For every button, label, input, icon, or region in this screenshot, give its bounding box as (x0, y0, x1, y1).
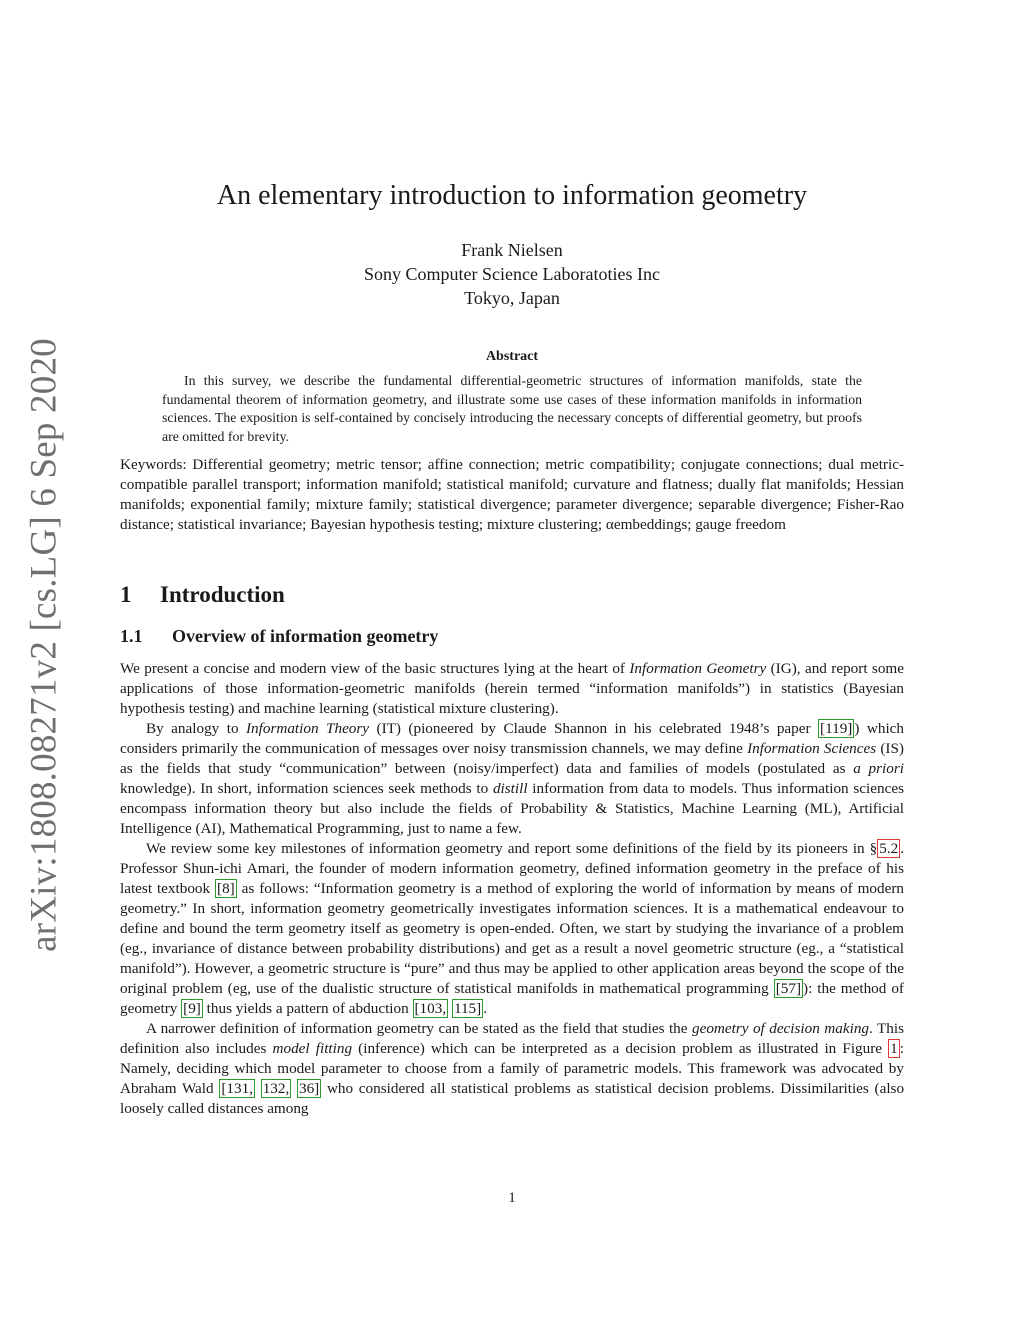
section-link[interactable]: 5.2 (879, 840, 899, 857)
author-affiliation: Sony Computer Science Laboratoties Inc (364, 264, 660, 284)
body-text (120, 659, 904, 1119)
abstract-text: In this survey, we describe the fundamental differential-geometric structures of information manifolds, state the fundamental theorem of information geometry, and illustrate some use cases of these information manifolds in information sciences. The exposition is self-contained by concisely introducing the necessary concepts of differential geometry, but proofs are omitted for brevity. (162, 373, 862, 444)
text-run: A narrower definition of information geometry can be stated as the field that studies the (146, 1020, 692, 1037)
text-run: We review some key milestones of information geometry and report some definitions of the field by its pioneers in § (146, 840, 878, 857)
arxiv-identifier: arXiv:1808.08271v2 [cs.LG] 6 Sep 2020 (23, 338, 65, 952)
section-number: 1 (120, 582, 132, 607)
emphasis: distill (492, 780, 528, 797)
text-run: who considered all statistical problems as statistical decision problems. Dissimilarities (also loosely called distances among (120, 1080, 905, 1117)
abstract-heading: Abstract (485, 349, 539, 364)
section-heading (120, 582, 285, 608)
author-block (0, 238, 1024, 310)
emphasis: model fitting (272, 1040, 353, 1057)
emphasis: Information Theory (246, 720, 370, 737)
text-run: knowledge). In short, information sciences seek methods to (120, 780, 493, 797)
author-location: Tokyo, Japan (464, 288, 560, 308)
text-run: ) which considers primarily the communication of messages over noisy transmission channels, we may define (120, 720, 904, 757)
citation-link[interactable]: [131, (221, 1080, 253, 1097)
keywords: Keywords: Differential geometry; metric tensor; affine connection; metric compatibility; conjugate connections; dual metric-compatible parallel transport; information manifold; statistical manifold; curvature and flatness; dually flat manifolds; Hessian manifolds; exponential family; mixture family; statistical divergence; parameter divergence; separable divergence; Fisher-Rao distance; statistical invariance; Bayesian hypothesis testing; mixture clustering; αembeddings; gauge freedom (120, 456, 904, 533)
text-run: . (483, 1000, 488, 1017)
citation-link[interactable]: 132, (262, 1080, 290, 1097)
text-run: (inference) which can be interpreted as a decision problem as illustrated in Figure (352, 1040, 889, 1057)
emphasis: Information Geometry (629, 660, 767, 677)
citation-link[interactable]: [119] (820, 720, 853, 737)
text-run: . This definition also includes (120, 1020, 904, 1057)
text-run: as follows: “Information geometry is a method of exploring the world of information by means of modern geometry.” In short, information geometry geometrically investigates information sciences. It is a mathematical endeavour to define and bound the term geometry itself as geometry is open-ended. Often, we start by studying the invariance of a problem (eg., invariance of distance between probability distributions) and get as a result a novel geometric structure (eg., a “statistical manifold”). However, a geometric structure is “pure” and thus may be applied to other application areas beyond the scope of the original problem (eg, use of the dualistic structure of statistical manifolds in mathematical programming (120, 880, 904, 997)
text-run: information from data to models. Thus information sciences encompass information theory but also include the fields of Probability & Statistics, Machine Learning (ML), Artificial Intelligence (AI), Mathematical Programming, just to name a few. (120, 780, 904, 837)
text-run: (IT) (pioneered by Claude Shannon in his celebrated 1948’s paper (369, 720, 819, 737)
emphasis: a priori (853, 760, 904, 777)
text-run: . Professor Shun-ichi Amari, the founder of modern information geometry, defined information geometry in the preface of his latest textbook (120, 840, 904, 897)
subsection-number: 1.1 (120, 626, 143, 646)
subsection-title: Overview of information geometry (172, 626, 439, 646)
citation-link[interactable]: [57] (775, 980, 802, 997)
subsection-heading (120, 626, 438, 647)
paragraph-2 (120, 719, 904, 839)
paper-title: An elementary introduction to information geometry (216, 180, 808, 211)
emphasis: Information Sciences (747, 740, 877, 757)
text-run: (IS) as the fields that study “communication” between (noisy/imperfect) data and families of models (postulated as (120, 740, 904, 777)
citation-link[interactable]: [103, (414, 1000, 447, 1017)
paragraph-3 (120, 839, 904, 1019)
citation-link[interactable]: 115] (453, 1000, 482, 1017)
emphasis: geometry of decision making (691, 1020, 870, 1037)
citation-link[interactable]: [9] (183, 1000, 201, 1017)
text-run: (IG), and report some applications of those information-geometric manifolds (herein termed “information manifolds”) in statistics (Bayesian hypothesis testing) and machine learning (statistical mixture clustering). (120, 660, 904, 717)
text-run: We present a concise and modern view of the basic structures lying at the heart of (120, 660, 630, 677)
text-run: By analogy to (146, 720, 246, 737)
citation-link[interactable]: 36] (298, 1080, 320, 1097)
figure-link[interactable]: 1 (890, 1040, 898, 1057)
text-run: : Namely, deciding which model parameter to choose from a family of parametric models. This framework was advocated by Abraham Wald (120, 1040, 904, 1097)
paragraph-1 (120, 659, 904, 719)
page-number: 1 (508, 1190, 516, 1206)
paragraph-4 (120, 1019, 904, 1119)
author-name: Frank Nielsen (461, 240, 563, 260)
section-title: Introduction (160, 582, 285, 607)
text-run: ): the method of geometry (120, 980, 904, 1017)
citation-link[interactable]: [8] (217, 880, 235, 897)
text-run: thus yields a pattern of abduction (202, 1000, 413, 1017)
